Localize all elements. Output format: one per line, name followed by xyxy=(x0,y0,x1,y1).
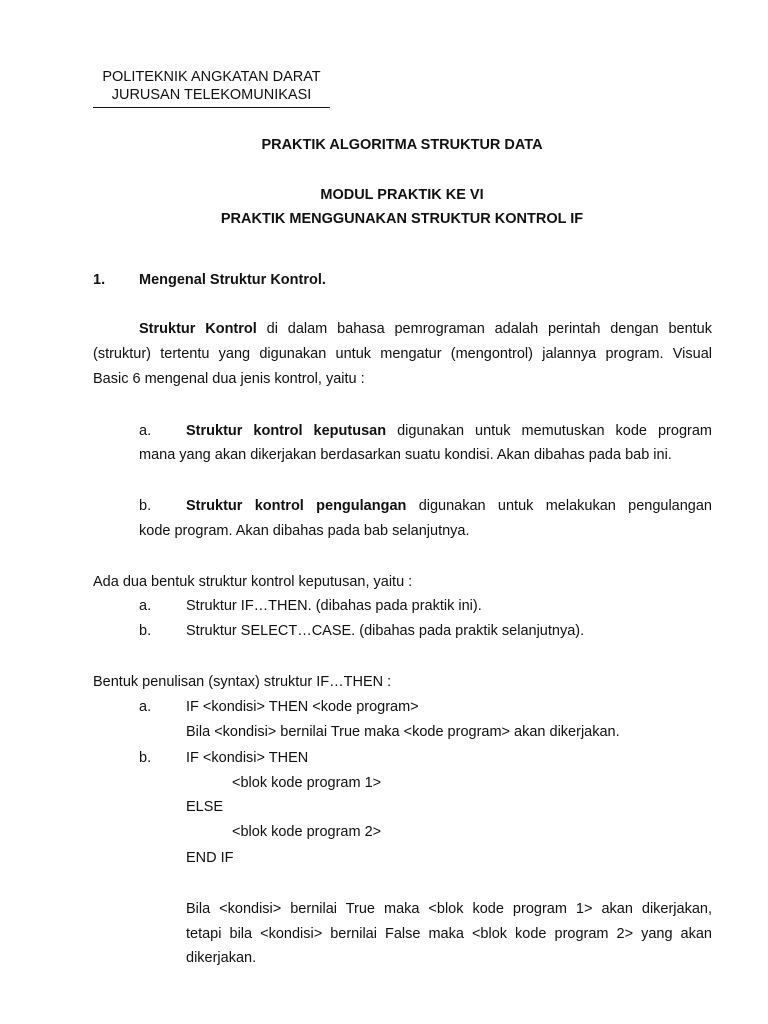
control-type-a-line-1 xyxy=(186,423,712,439)
syntax-b-line-1: IF <kondisi> THEN xyxy=(186,750,309,766)
syntax-b-line-3: ELSE xyxy=(186,799,224,815)
syntax-b-explain-1: Bila <kondisi> bernilai True maka <blok kode program 1> akan dikerjakan, xyxy=(186,901,712,917)
decision-form-b-marker: b. xyxy=(139,623,152,639)
module-title: MODUL PRAKTIK KE VI xyxy=(320,187,484,203)
syntax-b-line-2: <blok kode program 1> xyxy=(232,775,382,791)
syntax-b-line-5: END IF xyxy=(186,850,234,866)
syntax-b-explain-2: tetapi bila <kondisi> bernilai False maka <blok kode program 2> yang akan xyxy=(186,926,712,942)
control-type-a-rest: digunakan untuk memutuskan kode program xyxy=(397,423,712,439)
institution-name: POLITEKNIK ANGKATAN DARAT xyxy=(102,69,321,85)
intro-bold-term: Struktur Kontrol xyxy=(139,321,257,337)
control-type-b-term: Struktur kontrol pengulangan xyxy=(186,498,407,514)
intro-line-2: (struktur) tertentu yang digunakan untuk mengatur (mengontrol) jalannya program. Visual xyxy=(93,346,712,362)
topic-title: PRAKTIK MENGGUNAKAN STRUKTUR KONTROL IF xyxy=(220,211,584,227)
syntax-b-line-4: <blok kode program 2> xyxy=(232,824,382,840)
syntax-b-explain-3: dikerjakan. xyxy=(186,950,257,966)
syntax-a-code: IF <kondisi> THEN <kode program> xyxy=(186,699,419,715)
intro-line-1-rest: di dalam bahasa pemrograman adalah perintah dengan bentuk xyxy=(266,321,712,337)
department-name: JURUSAN TELEKOMUNIKASI xyxy=(111,87,312,103)
syntax-b-marker: b. xyxy=(139,750,152,766)
control-type-a-term: Struktur kontrol keputusan xyxy=(186,423,387,439)
control-type-b-line-1 xyxy=(186,498,712,514)
section-number: 1. xyxy=(93,272,106,288)
control-type-a-marker: a. xyxy=(139,423,152,439)
decision-form-a-text: Struktur IF…THEN. (dibahas pada praktik ini). xyxy=(186,598,482,614)
intro-line-3: Basic 6 mengenal dua jenis kontrol, yaitu : xyxy=(93,371,365,387)
control-type-b-rest: digunakan untuk melakukan pengulangan xyxy=(418,498,712,514)
institution-header xyxy=(93,68,330,108)
decision-forms-lead: Ada dua bentuk struktur kontrol keputusan, yaitu : xyxy=(93,574,413,590)
decision-form-b-text: Struktur SELECT…CASE. (dibahas pada praktik selanjutnya). xyxy=(186,623,585,639)
syntax-a-marker: a. xyxy=(139,699,152,715)
intro-line-1 xyxy=(139,321,712,337)
syntax-lead: Bentuk penulisan (syntax) struktur IF…THEN : xyxy=(93,674,392,690)
decision-form-a-marker: a. xyxy=(139,598,152,614)
control-type-b-marker: b. xyxy=(139,498,152,514)
section-heading: Mengenal Struktur Kontrol. xyxy=(139,272,326,288)
course-title: PRAKTIK ALGORITMA STRUKTUR DATA xyxy=(261,137,543,153)
control-type-a-line-2: mana yang akan dikerjakan berdasarkan suatu kondisi. Akan dibahas pada bab ini. xyxy=(139,447,672,463)
syntax-a-explain: Bila <kondisi> bernilai True maka <kode program> akan dikerjakan. xyxy=(186,724,620,740)
control-type-b-line-2: kode program. Akan dibahas pada bab selanjutnya. xyxy=(139,523,470,539)
